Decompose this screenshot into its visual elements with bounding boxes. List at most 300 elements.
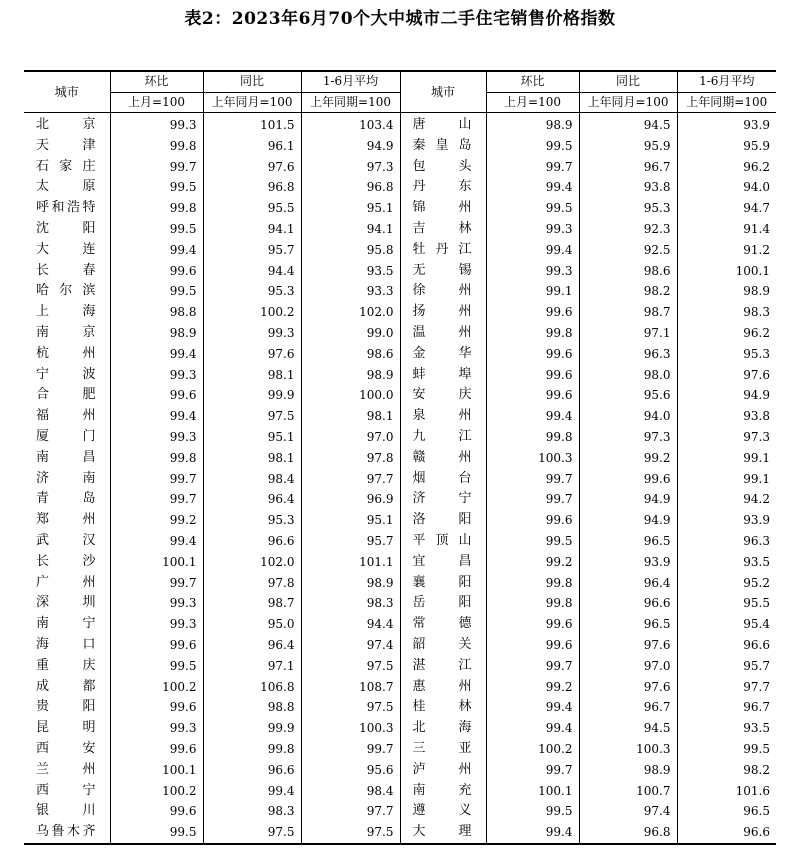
city-cell-right: 秦皇岛	[400, 136, 486, 157]
mom-cell-left: 99.5	[110, 219, 203, 240]
header-avg-right: 1-6月平均	[677, 71, 776, 92]
mom-cell-right: 99.7	[486, 760, 579, 781]
table-row	[24, 281, 776, 302]
avg-cell-right: 96.7	[743, 700, 770, 715]
table-row	[24, 510, 776, 531]
city-cell-left: 青岛	[24, 489, 110, 510]
yoy-cell-left: 99.9	[203, 718, 301, 739]
city-cell-left: 长春	[24, 261, 110, 282]
mom-cell-right: 99.4	[486, 240, 579, 261]
city-cell-right: 徐州	[400, 281, 486, 302]
city-cell-left: 乌鲁木齐	[24, 822, 110, 844]
avg-cell-left: 98.9	[301, 365, 400, 386]
yoy-cell-right: 97.1	[579, 323, 677, 344]
city-cell-left: 南宁	[24, 614, 110, 635]
avg-cell-right: 98.9	[743, 284, 770, 299]
avg-cell-left: 97.0	[301, 427, 400, 448]
mom-cell-left: 99.5	[110, 177, 203, 198]
yoy-cell-right: 96.5	[579, 614, 677, 635]
yoy-cell-left: 94.4	[203, 261, 301, 282]
yoy-cell-right: 97.6	[579, 677, 677, 698]
yoy-cell-left: 99.9	[203, 385, 301, 406]
city-cell-right: 大理	[400, 822, 486, 844]
mom-cell-left: 99.3	[110, 593, 203, 614]
avg-cell-right: 100.1	[735, 263, 770, 278]
yoy-cell-left: 95.5	[203, 198, 301, 219]
city-cell-left: 西宁	[24, 781, 110, 802]
mom-cell-right: 99.8	[486, 593, 579, 614]
header-yoy-left: 同比	[203, 71, 301, 92]
mom-cell-left: 99.4	[110, 240, 203, 261]
avg-cell-right: 96.5	[743, 804, 770, 819]
yoy-cell-right: 100.3	[579, 739, 677, 760]
mom-cell-left: 99.7	[110, 469, 203, 490]
city-cell-left: 大连	[24, 240, 110, 261]
mom-cell-left: 99.8	[110, 136, 203, 157]
yoy-cell-right: 93.8	[579, 177, 677, 198]
avg-cell-left: 97.8	[301, 448, 400, 469]
avg-cell-left: 98.4	[301, 781, 400, 802]
avg-cell-left: 95.7	[301, 531, 400, 552]
city-cell-right: 扬州	[400, 302, 486, 323]
header-mom-left: 环比	[110, 71, 203, 92]
avg-cell-left: 96.9	[301, 489, 400, 510]
yoy-cell-right: 96.7	[579, 157, 677, 178]
mom-cell-left: 99.6	[110, 697, 203, 718]
city-cell-right: 丹东	[400, 177, 486, 198]
yoy-cell-left: 98.7	[203, 593, 301, 614]
avg-cell-left: 99.0	[301, 323, 400, 344]
table-row	[24, 635, 776, 656]
yoy-cell-right: 95.6	[579, 385, 677, 406]
avg-cell-left: 99.7	[301, 739, 400, 760]
mom-cell-right: 99.8	[486, 323, 579, 344]
city-cell-right: 济宁	[400, 489, 486, 510]
mom-cell-left: 99.3	[110, 427, 203, 448]
mom-cell-right: 99.5	[486, 136, 579, 157]
avg-cell-left: 98.1	[301, 406, 400, 427]
city-cell-left: 福州	[24, 406, 110, 427]
avg-cell-right: 93.5	[743, 721, 770, 736]
avg-cell-left: 98.3	[301, 593, 400, 614]
avg-cell-left: 108.7	[301, 677, 400, 698]
city-cell-left: 上海	[24, 302, 110, 323]
table-row	[24, 760, 776, 781]
avg-cell-right: 93.9	[743, 513, 770, 528]
mom-cell-right: 98.9	[486, 113, 579, 136]
table-row	[24, 739, 776, 760]
header-mom-base-left: 上月=100	[110, 92, 203, 113]
city-cell-left: 石家庄	[24, 157, 110, 178]
yoy-cell-left: 99.3	[203, 323, 301, 344]
mom-cell-right: 99.7	[486, 656, 579, 677]
yoy-cell-right: 93.9	[579, 552, 677, 573]
yoy-cell-left: 99.8	[203, 739, 301, 760]
table-row	[24, 718, 776, 739]
yoy-cell-left: 96.8	[203, 177, 301, 198]
yoy-cell-right: 92.5	[579, 240, 677, 261]
avg-cell-left: 97.5	[301, 656, 400, 677]
city-cell-left: 厦门	[24, 427, 110, 448]
yoy-cell-left: 96.4	[203, 489, 301, 510]
avg-cell-left: 101.1	[301, 552, 400, 573]
mom-cell-left: 99.6	[110, 261, 203, 282]
mom-cell-left: 99.5	[110, 822, 203, 844]
avg-cell-right: 91.2	[743, 242, 770, 257]
avg-cell-right: 97.3	[743, 429, 770, 444]
yoy-cell-left: 98.4	[203, 469, 301, 490]
city-cell-left: 宁波	[24, 365, 110, 386]
avg-cell-left: 95.1	[301, 198, 400, 219]
avg-cell-right: 95.3	[743, 346, 770, 361]
city-cell-left: 深圳	[24, 593, 110, 614]
yoy-cell-right: 94.9	[579, 510, 677, 531]
mom-cell-right: 99.6	[486, 344, 579, 365]
city-cell-left: 呼和浩特	[24, 198, 110, 219]
mom-cell-right: 99.3	[486, 219, 579, 240]
mom-cell-right: 99.4	[486, 822, 579, 844]
mom-cell-left: 100.1	[110, 760, 203, 781]
table-row	[24, 697, 776, 718]
yoy-cell-left: 96.6	[203, 760, 301, 781]
mom-cell-left: 99.3	[110, 718, 203, 739]
table-row	[24, 531, 776, 552]
mom-cell-right: 99.6	[486, 635, 579, 656]
table-row	[24, 136, 776, 157]
table-row	[24, 489, 776, 510]
mom-cell-left: 100.1	[110, 552, 203, 573]
avg-cell-right: 99.1	[743, 471, 770, 486]
table-row	[24, 552, 776, 573]
avg-cell-left: 97.5	[301, 697, 400, 718]
city-cell-right: 岳阳	[400, 593, 486, 614]
city-cell-right: 桂林	[400, 697, 486, 718]
yoy-cell-left: 97.1	[203, 656, 301, 677]
city-cell-right: 湛江	[400, 656, 486, 677]
mom-cell-right: 100.2	[486, 739, 579, 760]
city-cell-right: 蚌埠	[400, 365, 486, 386]
city-cell-right: 安庆	[400, 385, 486, 406]
table-row	[24, 302, 776, 323]
mom-cell-right: 99.6	[486, 614, 579, 635]
city-cell-left: 太原	[24, 177, 110, 198]
header-city-right: 城市	[400, 71, 486, 113]
mom-cell-right: 99.6	[486, 365, 579, 386]
yoy-cell-left: 97.8	[203, 573, 301, 594]
avg-cell-left: 96.8	[301, 177, 400, 198]
avg-cell-right: 99.5	[743, 741, 770, 756]
city-cell-right: 洛阳	[400, 510, 486, 531]
table-row	[24, 385, 776, 406]
header-mom-base-right: 上月=100	[486, 92, 579, 113]
table-row	[24, 157, 776, 178]
mom-cell-left: 98.8	[110, 302, 203, 323]
avg-cell-right: 95.7	[743, 658, 770, 673]
yoy-cell-left: 101.5	[203, 113, 301, 136]
table-row	[24, 656, 776, 677]
table-row	[24, 261, 776, 282]
yoy-cell-left: 95.1	[203, 427, 301, 448]
avg-cell-left: 93.5	[301, 261, 400, 282]
avg-cell-left: 95.6	[301, 760, 400, 781]
city-cell-right: 襄阳	[400, 573, 486, 594]
city-cell-left: 天津	[24, 136, 110, 157]
mom-cell-left: 99.8	[110, 448, 203, 469]
mom-cell-right: 99.6	[486, 510, 579, 531]
city-cell-left: 海口	[24, 635, 110, 656]
table-row	[24, 323, 776, 344]
city-cell-left: 哈尔滨	[24, 281, 110, 302]
mom-cell-right: 99.4	[486, 177, 579, 198]
yoy-cell-left: 97.5	[203, 822, 301, 844]
yoy-cell-right: 94.5	[579, 718, 677, 739]
mom-cell-left: 99.7	[110, 573, 203, 594]
yoy-cell-right: 100.7	[579, 781, 677, 802]
mom-cell-right: 99.6	[486, 302, 579, 323]
table-row	[24, 365, 776, 386]
yoy-cell-left: 98.8	[203, 697, 301, 718]
price-index-table	[24, 70, 776, 845]
yoy-cell-left: 96.6	[203, 531, 301, 552]
mom-cell-left: 100.2	[110, 781, 203, 802]
avg-cell-left: 94.4	[301, 614, 400, 635]
table-row	[24, 448, 776, 469]
mom-cell-left: 99.6	[110, 385, 203, 406]
mom-cell-left: 100.2	[110, 677, 203, 698]
yoy-cell-right: 92.3	[579, 219, 677, 240]
avg-cell-left: 97.3	[301, 157, 400, 178]
city-cell-left: 武汉	[24, 531, 110, 552]
avg-cell-right: 101.6	[735, 783, 770, 798]
avg-cell-right: 97.6	[743, 367, 770, 382]
mom-cell-right: 100.3	[486, 448, 579, 469]
header-yoy-right: 同比	[579, 71, 677, 92]
city-cell-left: 郑州	[24, 510, 110, 531]
avg-cell-left: 103.4	[301, 113, 400, 136]
avg-cell-right: 95.2	[743, 575, 770, 590]
city-cell-left: 银川	[24, 801, 110, 822]
city-cell-right: 无锡	[400, 261, 486, 282]
yoy-cell-left: 98.1	[203, 365, 301, 386]
header-yoy-base-left: 上年同月=100	[203, 92, 301, 113]
avg-cell-right: 93.8	[743, 409, 770, 424]
city-cell-right: 南充	[400, 781, 486, 802]
table-row	[24, 198, 776, 219]
mom-cell-right: 99.4	[486, 718, 579, 739]
yoy-cell-right: 98.9	[579, 760, 677, 781]
city-cell-right: 北海	[400, 718, 486, 739]
city-cell-right: 金华	[400, 344, 486, 365]
avg-cell-right: 96.6	[743, 825, 770, 840]
yoy-cell-right: 97.4	[579, 801, 677, 822]
avg-cell-left: 97.5	[301, 822, 400, 844]
city-cell-left: 南京	[24, 323, 110, 344]
table-body	[24, 113, 776, 844]
avg-cell-left: 98.9	[301, 573, 400, 594]
table-row	[24, 344, 776, 365]
city-cell-right: 遵义	[400, 801, 486, 822]
city-cell-right: 赣州	[400, 448, 486, 469]
avg-cell-right: 97.7	[743, 679, 770, 694]
table-row	[24, 781, 776, 802]
yoy-cell-left: 99.4	[203, 781, 301, 802]
mom-cell-left: 99.3	[110, 113, 203, 136]
yoy-cell-left: 98.1	[203, 448, 301, 469]
yoy-cell-left: 96.4	[203, 635, 301, 656]
yoy-cell-left: 96.1	[203, 136, 301, 157]
mom-cell-left: 99.7	[110, 489, 203, 510]
avg-cell-right: 99.1	[743, 450, 770, 465]
avg-cell-right: 96.3	[743, 533, 770, 548]
city-cell-right: 吉林	[400, 219, 486, 240]
yoy-cell-right: 96.3	[579, 344, 677, 365]
yoy-cell-right: 98.2	[579, 281, 677, 302]
yoy-cell-left: 97.6	[203, 344, 301, 365]
mom-cell-right: 99.5	[486, 801, 579, 822]
avg-cell-left: 94.1	[301, 219, 400, 240]
avg-cell-right: 91.4	[743, 221, 770, 236]
table-row	[24, 593, 776, 614]
yoy-cell-right: 95.3	[579, 198, 677, 219]
yoy-cell-right: 96.8	[579, 822, 677, 844]
city-cell-left: 西安	[24, 739, 110, 760]
avg-cell-right: 95.5	[743, 596, 770, 611]
header-avg-base-right: 上年同期=100	[677, 92, 776, 113]
avg-cell-right: 96.2	[743, 159, 770, 174]
table-row	[24, 113, 776, 136]
city-cell-left: 广州	[24, 573, 110, 594]
mom-cell-right: 99.2	[486, 677, 579, 698]
city-cell-right: 宜昌	[400, 552, 486, 573]
mom-cell-left: 99.8	[110, 198, 203, 219]
mom-cell-right: 99.1	[486, 281, 579, 302]
avg-cell-left: 97.7	[301, 801, 400, 822]
table-row	[24, 427, 776, 448]
yoy-cell-right: 94.5	[579, 113, 677, 136]
mom-cell-left: 99.6	[110, 635, 203, 656]
city-cell-left: 杭州	[24, 344, 110, 365]
avg-cell-left: 98.6	[301, 344, 400, 365]
avg-cell-left: 97.7	[301, 469, 400, 490]
yoy-cell-right: 96.4	[579, 573, 677, 594]
city-cell-left: 北京	[24, 113, 110, 136]
header-city-left: 城市	[24, 71, 110, 113]
mom-cell-right: 99.5	[486, 198, 579, 219]
yoy-cell-left: 94.1	[203, 219, 301, 240]
avg-cell-right: 98.2	[743, 762, 770, 777]
mom-cell-right: 99.3	[486, 261, 579, 282]
mom-cell-right: 99.7	[486, 469, 579, 490]
yoy-cell-right: 96.7	[579, 697, 677, 718]
mom-cell-left: 99.7	[110, 157, 203, 178]
mom-cell-right: 99.5	[486, 531, 579, 552]
avg-cell-left: 94.9	[301, 136, 400, 157]
mom-cell-left: 99.3	[110, 365, 203, 386]
avg-cell-right: 96.6	[743, 637, 770, 652]
table-row	[24, 240, 776, 261]
yoy-cell-left: 95.7	[203, 240, 301, 261]
mom-cell-left: 99.2	[110, 510, 203, 531]
mom-cell-left: 99.6	[110, 801, 203, 822]
avg-cell-right: 93.5	[743, 554, 770, 569]
table-row	[24, 177, 776, 198]
yoy-cell-left: 98.3	[203, 801, 301, 822]
city-cell-right: 唐山	[400, 113, 486, 136]
table-row	[24, 677, 776, 698]
city-cell-left: 贵阳	[24, 697, 110, 718]
mom-cell-left: 98.9	[110, 323, 203, 344]
avg-cell-left: 95.1	[301, 510, 400, 531]
avg-cell-right: 95.4	[743, 617, 770, 632]
mom-cell-right: 99.6	[486, 385, 579, 406]
city-cell-right: 平顶山	[400, 531, 486, 552]
avg-cell-right: 98.3	[743, 305, 770, 320]
header-mom-right: 环比	[486, 71, 579, 92]
table-row	[24, 822, 776, 844]
city-cell-right: 惠州	[400, 677, 486, 698]
avg-cell-left: 102.0	[301, 302, 400, 323]
table-row	[24, 406, 776, 427]
city-cell-left: 成都	[24, 677, 110, 698]
mom-cell-left: 99.4	[110, 531, 203, 552]
city-cell-left: 南昌	[24, 448, 110, 469]
avg-cell-left: 95.8	[301, 240, 400, 261]
avg-cell-right: 93.9	[743, 118, 770, 132]
mom-cell-right: 99.4	[486, 697, 579, 718]
yoy-cell-left: 95.3	[203, 281, 301, 302]
yoy-cell-right: 97.6	[579, 635, 677, 656]
city-cell-right: 锦州	[400, 198, 486, 219]
yoy-cell-left: 100.2	[203, 302, 301, 323]
mom-cell-right: 99.7	[486, 157, 579, 178]
yoy-cell-right: 96.5	[579, 531, 677, 552]
city-cell-right: 烟台	[400, 469, 486, 490]
yoy-cell-right: 98.6	[579, 261, 677, 282]
mom-cell-right: 99.4	[486, 406, 579, 427]
header-avg-base-left: 上年同期=100	[301, 92, 400, 113]
city-cell-right: 温州	[400, 323, 486, 344]
table-row	[24, 573, 776, 594]
city-cell-left: 兰州	[24, 760, 110, 781]
table-row	[24, 219, 776, 240]
mom-cell-right: 99.8	[486, 573, 579, 594]
yoy-cell-right: 98.0	[579, 365, 677, 386]
avg-cell-right: 94.0	[743, 180, 770, 195]
yoy-cell-right: 97.0	[579, 656, 677, 677]
table-row	[24, 469, 776, 490]
yoy-cell-left: 95.0	[203, 614, 301, 635]
yoy-cell-right: 99.6	[579, 469, 677, 490]
avg-cell-right: 94.2	[743, 492, 770, 507]
city-cell-right: 泸州	[400, 760, 486, 781]
yoy-cell-right: 94.0	[579, 406, 677, 427]
avg-cell-right: 94.7	[743, 201, 770, 216]
city-cell-left: 济南	[24, 469, 110, 490]
mom-cell-right: 99.8	[486, 427, 579, 448]
city-cell-right: 韶关	[400, 635, 486, 656]
city-cell-right: 包头	[400, 157, 486, 178]
mom-cell-right: 100.1	[486, 781, 579, 802]
yoy-cell-left: 95.3	[203, 510, 301, 531]
city-cell-right: 三亚	[400, 739, 486, 760]
yoy-cell-right: 97.3	[579, 427, 677, 448]
city-cell-left: 长沙	[24, 552, 110, 573]
mom-cell-right: 99.2	[486, 552, 579, 573]
city-cell-right: 常德	[400, 614, 486, 635]
city-cell-left: 昆明	[24, 718, 110, 739]
city-cell-right: 泉州	[400, 406, 486, 427]
yoy-cell-right: 94.9	[579, 489, 677, 510]
